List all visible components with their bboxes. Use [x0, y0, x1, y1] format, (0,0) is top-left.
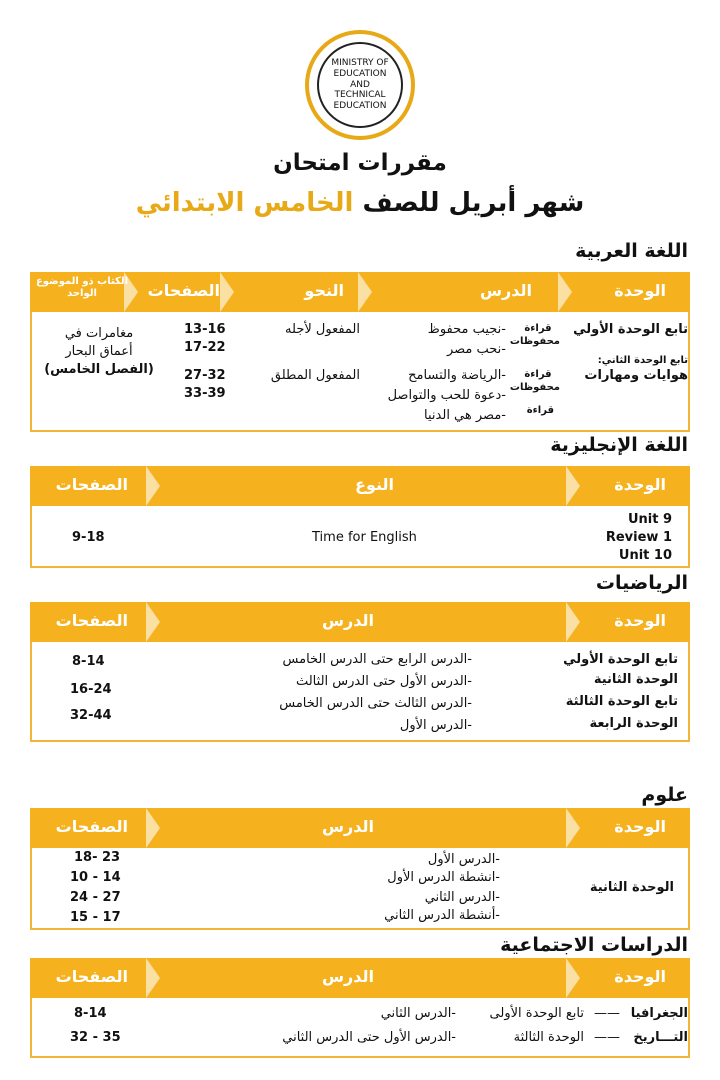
arabic-lesson: -نجيب محفوظ	[427, 322, 506, 337]
social-lesson: -الدرس الثاني	[380, 1006, 456, 1021]
page-subtitle: شهر أبريل للصف الخامس الابتدائي	[135, 188, 585, 218]
math-lesson: -الدرس الأول حتى الدرس الثالث	[295, 674, 472, 689]
chevron-icon	[146, 808, 160, 848]
arabic-unit2-label: تابع الوحدة الثاني:	[597, 355, 688, 366]
header-lesson: الدرس	[479, 281, 532, 300]
science-pages: 18- 23	[74, 850, 121, 865]
social-unit: الوحدة الثالثة	[513, 1030, 584, 1045]
header-pages: الصفحات	[55, 967, 128, 986]
header-pages: الصفحات	[55, 611, 128, 630]
math-lesson: -الدرس الثالث حتى الدرس الخامس	[279, 696, 472, 711]
social-dash: ——	[594, 1030, 620, 1045]
science-header-bar	[30, 808, 690, 848]
science-pages: 24 - 27	[70, 890, 121, 905]
math-header-bar	[30, 602, 690, 642]
page-title: مقررات امتحان	[273, 150, 447, 176]
social-table	[30, 998, 690, 1058]
header-grammar: النحو	[304, 281, 344, 300]
social-section-title: الدراسات الاجتماعية	[500, 934, 688, 956]
english-pages: 9-18	[72, 530, 105, 545]
english-unit: Review 1	[605, 530, 672, 545]
chevron-icon	[566, 808, 580, 848]
chevron-icon	[358, 272, 372, 312]
math-lesson: -الدرس الرابع حتى الدرس الخامس	[282, 652, 472, 667]
ministry-logo	[305, 30, 415, 140]
arabic-lesson: -مصر هي الدنيا	[424, 408, 506, 423]
arabic-pages: 27-32	[184, 368, 226, 383]
arabic-unit2: هوايات ومهارات	[584, 368, 688, 383]
header-unit: الوحدة	[614, 967, 666, 986]
arabic-lesson: -نحب مصر	[446, 342, 506, 357]
science-section-title: علوم	[641, 784, 688, 806]
header-pages: الصفحات	[147, 281, 220, 300]
arabic-book: مغامرات في	[64, 326, 134, 341]
math-pages: 16-24	[70, 682, 112, 697]
arabic-pages: 13-16	[184, 322, 226, 337]
arabic-book: أعماق البحار	[65, 344, 133, 359]
arabic-header-bar	[30, 272, 690, 312]
math-pages: 32-44	[70, 708, 112, 723]
english-unit: Unit 10	[618, 548, 672, 563]
science-unit: الوحدة الثانية	[589, 880, 674, 895]
arabic-reading2: قراءة محفوظات	[509, 369, 560, 393]
arabic-lesson: -دعوة للحب والتواصل	[387, 388, 506, 403]
social-header-bar	[30, 958, 690, 998]
arabic-book: (الفصل الخامس)	[44, 362, 154, 377]
english-section-title: اللغة الإنجليزية	[550, 434, 688, 456]
grade-highlight: الخامس الابتدائي	[135, 188, 354, 218]
science-lesson: -انشطة الدرس الأول	[387, 870, 500, 885]
header-unit: الوحدة	[614, 281, 666, 300]
social-subject: الجغرافيا	[630, 1006, 688, 1021]
header-pages: الصفحات	[55, 817, 128, 836]
math-unit: الوحدة الثانية	[593, 672, 678, 687]
science-pages: 10 - 14	[70, 870, 121, 885]
math-unit: تابع الوحدة الأولي	[563, 652, 678, 667]
chevron-icon	[146, 958, 160, 998]
social-pages: 32 - 35	[70, 1030, 121, 1045]
header-lesson: الدرس	[321, 611, 374, 630]
english-unit: Unit 9	[627, 512, 672, 527]
math-section-title: الرياضيات	[595, 572, 688, 594]
social-subject: التـــاريخ	[633, 1030, 688, 1045]
header-lesson: الدرس	[321, 967, 374, 986]
math-pages: 8-14	[72, 654, 105, 669]
header-unit: الوحدة	[614, 611, 666, 630]
arabic-pages: 33-39	[184, 386, 226, 401]
chevron-icon	[146, 466, 160, 506]
math-unit: الوحدة الرابعة	[589, 716, 678, 731]
arabic-unit1: تابع الوحدة الأولي	[573, 322, 688, 337]
math-unit: تابع الوحدة الثالثة	[565, 694, 678, 709]
arabic-pages: 17-22	[184, 340, 226, 355]
header-pages: الصفحات	[55, 475, 128, 494]
chevron-icon	[566, 958, 580, 998]
chevron-icon	[558, 272, 572, 312]
social-dash: ——	[594, 1006, 620, 1021]
english-header-bar	[30, 466, 690, 506]
logo-text: MINISTRY OF EDUCATION AND TECHNICAL EDUCATION	[317, 42, 403, 128]
math-lesson: -الدرس الأول	[399, 718, 472, 733]
chevron-icon	[146, 602, 160, 642]
english-type: Time for English	[312, 530, 417, 545]
arabic-reading3: قراءة	[526, 405, 554, 416]
header-unit: الوحدة	[614, 475, 666, 494]
science-lesson: -الدرس الأول	[427, 852, 500, 867]
arabic-grammar: المفعول لأجله	[285, 322, 360, 337]
arabic-reading1: قراءة محفوظات	[509, 323, 560, 347]
chevron-icon	[566, 466, 580, 506]
arabic-grammar: المفعول المطلق	[270, 368, 360, 383]
header-book: الكتاب ذو الموضوع الواحد	[35, 276, 129, 299]
chevron-icon	[566, 602, 580, 642]
header-unit: الوحدة	[614, 817, 666, 836]
social-unit: تابع الوحدة الأولى	[489, 1006, 584, 1021]
social-lesson: -الدرس الأول حتى الدرس الثاني	[282, 1030, 456, 1045]
arabic-lesson: -الرياضة والتسامح	[408, 368, 506, 383]
arabic-section-title: اللغة العربية	[575, 240, 688, 262]
science-lesson: -أنشطة الدرس الثاني	[384, 908, 500, 923]
header-type: النوع	[355, 475, 394, 494]
chevron-icon	[220, 272, 234, 312]
social-pages: 8-14	[74, 1006, 107, 1021]
science-pages: 15 - 17	[70, 910, 121, 925]
science-lesson: -الدرس الثاني	[424, 890, 500, 905]
header-lesson: الدرس	[321, 817, 374, 836]
